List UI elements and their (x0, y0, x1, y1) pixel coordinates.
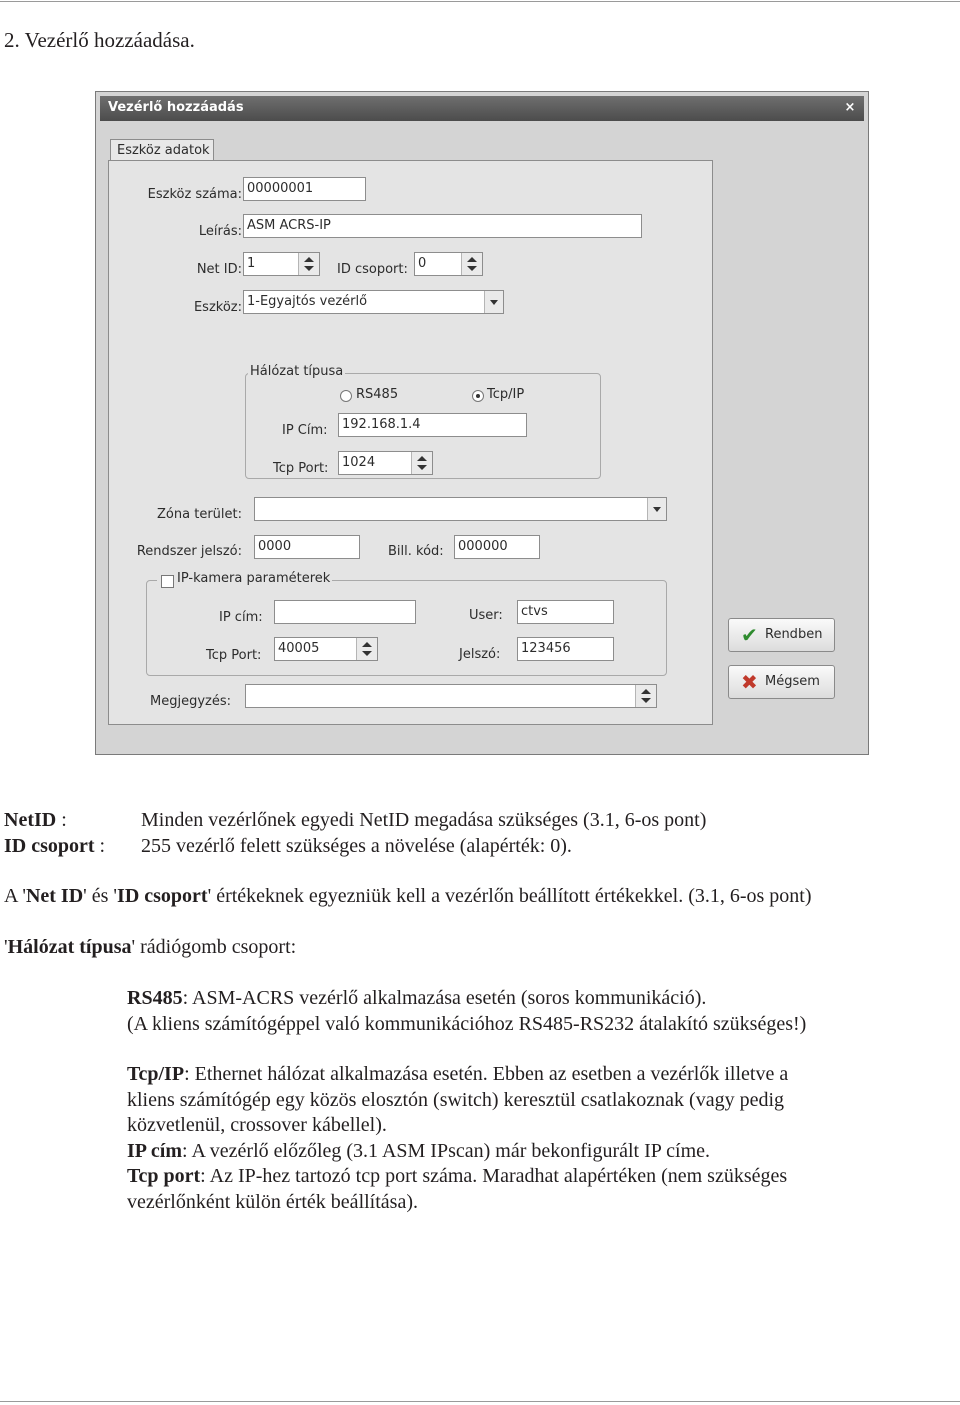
camera-port-label: Tcp Port: (206, 648, 262, 663)
device-number-label: Eszköz száma: (147, 187, 242, 202)
system-password-label: Rendszer jelszó: (136, 544, 242, 559)
ok-button[interactable] (728, 618, 835, 652)
text-fragment: : ASM-ACRS vezérlő alkalmazása esetén (soros kommunikáció). (182, 987, 707, 1009)
spin-icon[interactable] (356, 638, 377, 660)
id-group-bold: ID csoport (117, 885, 208, 907)
tcpip-desc-3: közvetlenül, crossover kábellel). (127, 1114, 387, 1136)
camera-password-label: Jelszó: (459, 647, 501, 662)
tcp-port-value: 1024 (342, 455, 376, 470)
rs485-radio[interactable] (340, 390, 352, 402)
idgroup-colon: : (94, 835, 106, 857)
description-label: Leírás: (198, 224, 242, 239)
device-data-panel (108, 160, 713, 725)
id-group-stepper[interactable] (414, 252, 483, 276)
note-input[interactable] (245, 684, 657, 708)
netid-colon: : (56, 809, 67, 831)
zone-select[interactable] (254, 497, 667, 521)
camera-port-stepper[interactable] (274, 637, 378, 661)
device-number-input[interactable]: 00000001 (243, 177, 366, 201)
scroll-icon[interactable] (635, 685, 656, 707)
id-group-value: 0 (418, 256, 427, 271)
ip-camera-group (146, 571, 667, 676)
tcp-port-stepper[interactable] (338, 451, 433, 475)
id-group-label: ID csoport: (337, 262, 408, 277)
spin-icon[interactable] (461, 253, 482, 275)
network-type-bold: Hálózat típusa (7, 936, 132, 958)
rs485-term: RS485 (127, 987, 183, 1009)
top-rule (0, 1, 960, 2)
cross-icon: ✖ (741, 670, 758, 694)
tab-eszkoz-adatok[interactable] (110, 139, 214, 161)
dialog-title: Vezérlő hozzáadás (108, 100, 244, 115)
rs485-desc (127, 985, 706, 1011)
network-type-intro (4, 934, 296, 960)
tcp-port-desc-1 (127, 1163, 787, 1189)
idgroup-term: ID csoport (4, 835, 95, 857)
camera-user-label: User: (469, 608, 503, 623)
netid-term: NetID (4, 809, 57, 831)
note-label: Megjegyzés: (150, 694, 231, 709)
ok-button-label: Rendben (765, 627, 823, 642)
checkmark-icon: ✔ (741, 623, 758, 647)
device-type-select[interactable] (243, 290, 504, 314)
netid-term-line (4, 807, 67, 833)
camera-password-input[interactable]: 123456 (517, 637, 614, 661)
net-id-value: 1 (247, 256, 256, 271)
zone-label: Zóna terület: (157, 507, 242, 522)
ip-address-desc (127, 1138, 710, 1164)
tcp-port-term: Tcp port (127, 1165, 201, 1187)
text-fragment: A ' (4, 885, 26, 907)
system-password-input[interactable]: 0000 (254, 535, 360, 559)
tcpip-term: Tcp/IP (127, 1063, 185, 1085)
idgroup-term-line (4, 833, 105, 859)
device-type-label: Eszköz: (193, 300, 242, 315)
close-icon[interactable]: × (844, 100, 856, 115)
tab-label: Eszköz adatok (117, 143, 210, 158)
rs485-label: RS485 (356, 387, 399, 402)
text-fragment: ' (4, 936, 8, 958)
spin-icon[interactable] (298, 253, 319, 275)
keypad-code-label: Bill. kód: (388, 544, 444, 559)
camera-port-value: 40005 (278, 641, 320, 656)
device-type-value: 1-Egyajtós vezérlő (247, 294, 368, 309)
camera-ip-label: IP cím: (219, 610, 263, 625)
add-controller-dialog (95, 91, 869, 755)
net-id-stepper[interactable] (243, 252, 320, 276)
ip-address-term: IP cím (127, 1140, 182, 1162)
spin-icon[interactable] (411, 452, 432, 474)
tcpip-desc-1 (127, 1061, 788, 1087)
tcpip-radio[interactable] (472, 390, 484, 402)
network-type-legend: Hálózat típusa (250, 364, 344, 379)
match-values-sentence (4, 883, 812, 909)
text-fragment: ' értékeknek egyezniük kell a vezérlőn beállított értékekkel. (3.1, 6-os pont) (207, 885, 812, 907)
bottom-rule (0, 1401, 960, 1402)
camera-ip-input[interactable] (274, 600, 416, 624)
ip-camera-checkbox[interactable] (161, 575, 174, 588)
ip-address-input[interactable]: 192.168.1.4 (338, 413, 527, 437)
description-input[interactable]: ASM ACRS-IP (243, 214, 642, 238)
camera-user-input[interactable]: ctvs (517, 600, 614, 624)
netid-desc: Minden vezérlőnek egyedi NetID megadása szükséges (3.1, 6-os pont) (141, 809, 707, 831)
cancel-button-label: Mégsem (765, 674, 820, 689)
rs485-note: (A kliens számítógéppel való kommunikációhoz RS485-RS232 átalakító szükséges!) (127, 1013, 807, 1035)
tcpip-label: Tcp/IP (487, 387, 525, 402)
text-fragment: : Az IP-hez tartozó tcp port száma. Maradhat alapértéken (nem szükséges (200, 1165, 788, 1187)
text-fragment: : A vezérlő előzőleg (3.1 ASM IPscan) már bekonfigurált IP címe. (182, 1140, 711, 1162)
tcp-port-desc-2: vezérlőnként külön érték beállítása). (127, 1191, 418, 1213)
section-heading: 2. Vezérlő hozzáadása. (4, 28, 195, 52)
text-fragment: ' rádiógomb csoport: (131, 936, 297, 958)
network-type-group (245, 364, 601, 479)
idgroup-desc: 255 vezérlő felett szükséges a növelése (alapérték: 0). (141, 835, 572, 857)
ip-camera-legend: IP-kamera paraméterek (157, 571, 332, 586)
dialog-titlebar (100, 96, 864, 121)
text-fragment: ' és ' (83, 885, 118, 907)
tcp-port-label: Tcp Port: (273, 461, 329, 476)
net-id-label: Net ID: (196, 262, 242, 277)
net-id-bold: Net ID (25, 885, 84, 907)
cancel-button[interactable] (728, 665, 835, 699)
keypad-code-input[interactable]: 000000 (454, 535, 540, 559)
tcpip-desc-2: kliens számítógép egy közös elosztón (switch) keresztül csatlakoznak (vagy pedig (127, 1089, 785, 1111)
ip-address-label: IP Cím: (282, 423, 328, 438)
text-fragment: : Ethernet hálózat alkalmazása esetén. Ebben az esetben a vezérlők illetve a (184, 1063, 789, 1085)
chevron-down-icon[interactable] (647, 498, 666, 520)
chevron-down-icon[interactable] (484, 291, 503, 313)
